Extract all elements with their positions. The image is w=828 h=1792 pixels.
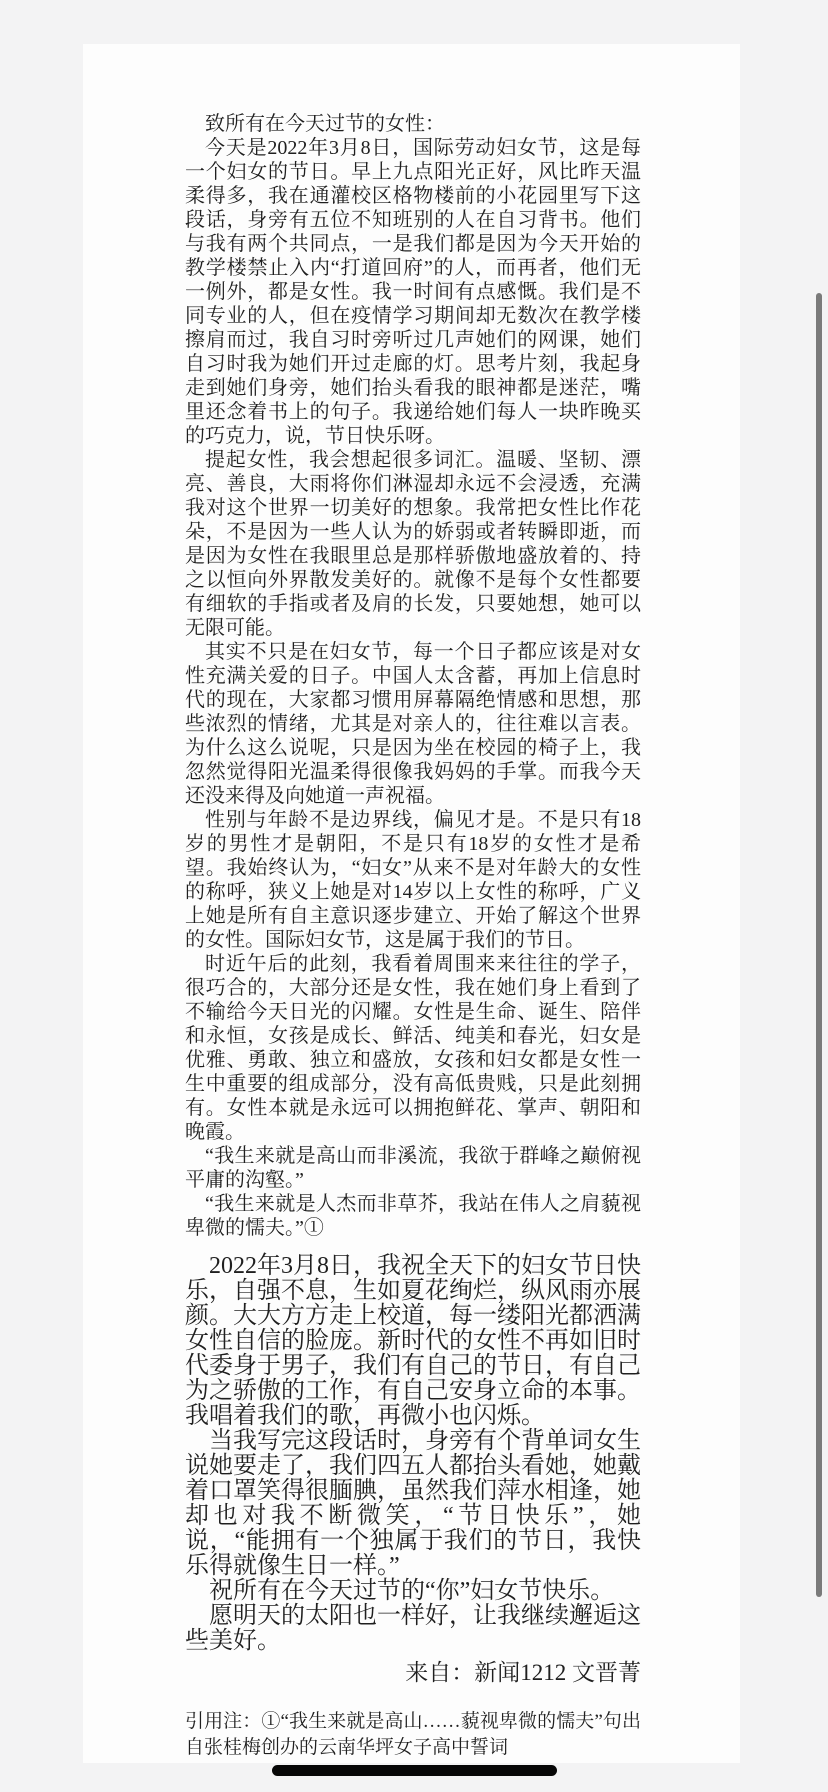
- para-words-about-women: 提起女性，我会想起很多词汇。温暖、坚韧、漂亮、善良，大雨将你们淋湿却永远不会浸透，充满我对这个世界一切美好的想象。我常把女性比作花朵，不是因为一些人认为的娇弱或者转瞬即逝，而是因为女性在我眼里总是那样骄傲地盛放着的、持之以恒向外界散发美好的。就像不是每个女性都要有细软的手指或者及肩的长发，只要她想，她可以无限可能。: [185, 449, 641, 639]
- home-indicator[interactable]: [272, 1765, 557, 1776]
- footnote-citation: 引用注：①“我生来就是高山……藐视卑微的懦夫”句出自张桂梅创办的云南华坪女子高中誓词: [185, 1711, 641, 1758]
- scrollbar-thumb[interactable]: [816, 293, 822, 1597]
- para-everyday-care: 其实不只是在妇女节，每一个日子都应该是对女性充满关爱的日子。中国人太含蓄，再加上信息时代的现在，大家都习惯用屏幕隔绝情感和思想，那些浓烈的情绪，尤其是对亲人的，往往难以言表。为什么这么说呢，只是因为坐在校园的椅子上，我忽然觉得阳光温柔得很像我妈妈的手掌。而我今天还没来得及向她道一声祝福。: [185, 641, 641, 807]
- para-blessing-you: 祝所有在今天过节的“你”妇女节快乐。: [209, 1578, 615, 1604]
- document-page: [83, 44, 740, 1763]
- para-intro: 今天是2022年3月8日，国际劳动妇女节，这是每一个妇女的节日。早上九点阳光正好，风比昨天温柔得多，我在通灌校区格物楼前的小花园里写下这段话，身旁有五位不知班别的人在自习背书。他们与我有两个共同点，一是我们都是因为今天开始的教学楼禁止入内“打道回府”的人，而再者，他们无一例外，都是女性。我一时间有点感慨。我们是不同专业的人，但在疫情学习期间却无数次在教学楼擦肩而过，我自习时旁听过几声她们的网课，她们自习时我为她们开过走廊的灯。思考片刻，我起身走到她们身旁，她们抬头看我的眼神都是迷茫，嘴里还念着书上的句子。我递给她们每人一块昨晚买的巧克力，说，节日快乐呀。: [185, 137, 641, 447]
- para-tomorrow-sun: 愿明天的太阳也一样好，让我继续邂逅这些美好。: [185, 1603, 641, 1654]
- para-noon-students: 时近午后的此刻，我看着周围来来往往的学子，很巧合的，大部分还是女性，我在她们身上看到了不输给今天日光的闪耀。女性是生命、诞生、陪伴和永恒，女孩是成长、鲜活、纯美和春光，妇女是优雅、勇敢、独立和盛放，女孩和妇女都是女性一生中重要的组成部分，没有高低贵贱，只是此刻拥有。女性本就是永远可以拥抱鲜花、掌声、朝阳和晚霞。: [185, 953, 641, 1143]
- para-festival-wish: 2022年3月8日，我祝全天下的妇女节日快乐，自强不息，生如夏花绚烂，纵风雨亦展颜。大大方方走上校道，每一缕阳光都洒满女性自信的脸庞。新时代的女性不再如旧时代委身于男子，我们有自己的节日，有自己为之骄傲的工作，有自己安身立命的本事。我唱着我们的歌，再微小也闪烁。: [185, 1253, 641, 1429]
- quote-hero: “我生来就是人杰而非草芥，我站在伟人之肩藐视卑微的懦夫。”①: [185, 1193, 641, 1239]
- para-girl-leaving: 当我写完这段话时，身旁有个背单词女生说她要走了，我们四五人都抬头看她，她戴着口罩笑得很腼腆，虽然我们萍水相逢，她却也对我不断微笑，“节日快乐”，她说，“能拥有一个独属于我们的节日，我快乐得就像生日一样。”: [185, 1428, 641, 1579]
- salutation-line: 致所有在今天过节的女性：: [205, 113, 445, 135]
- signature-line: 来自：新闻1212 文晋菁: [405, 1660, 641, 1685]
- para-gender-age: 性别与年龄不是边界线，偏见才是。不是只有18岁的男性才是朝阳，不是只有18岁的女性才是希望。我始终认为，“妇女”从来不是对年龄大的女性的称呼，狭义上她是对14岁以上女性的称呼，广义上她是所有自主意识逐步建立、开始了解这个世界的女性。国际妇女节，这是属于我们的节日。: [185, 809, 641, 951]
- quote-mountain: “我生来就是高山而非溪流，我欲于群峰之巅俯视平庸的沟壑。”: [185, 1145, 641, 1191]
- document-body: [185, 112, 641, 1761]
